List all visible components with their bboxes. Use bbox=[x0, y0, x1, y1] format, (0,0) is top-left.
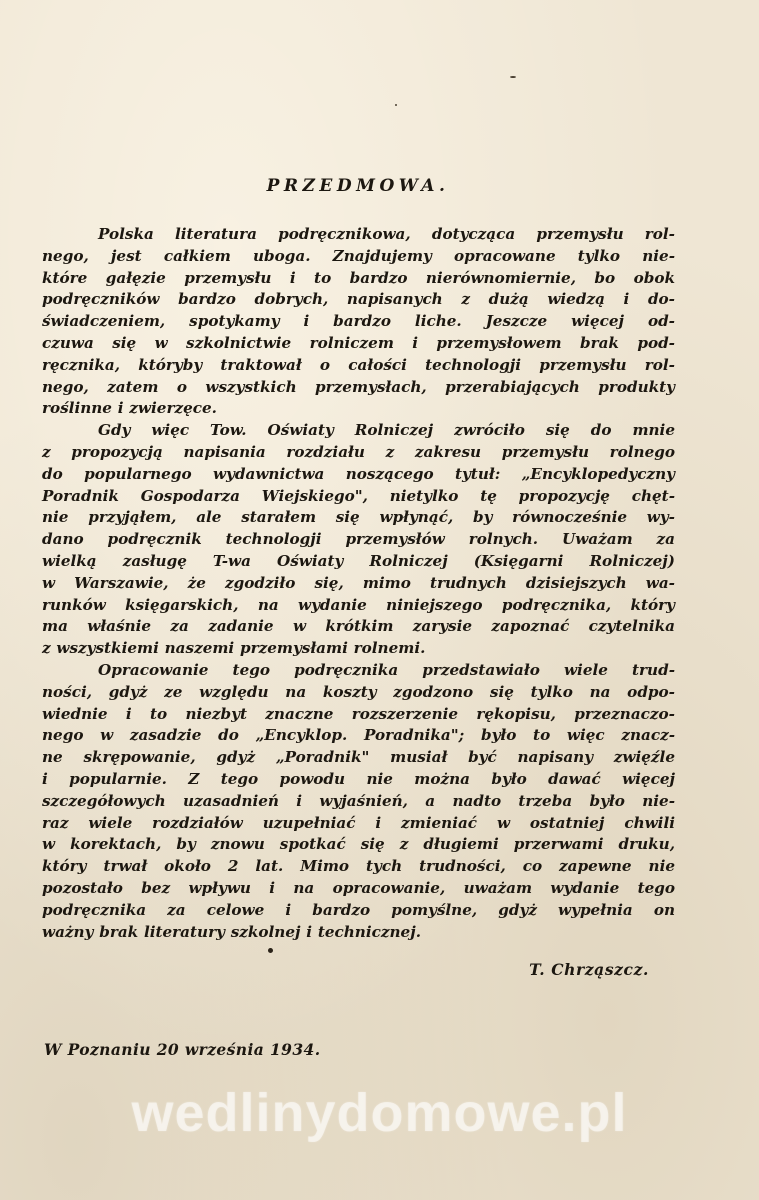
text-line: ności, gdyż ze względu na koszty zgodzono się tylko na odpo- bbox=[42, 682, 675, 701]
text-line: raz wiele rozdziałów uzupełniać i zmieniać w ostatniej chwili bbox=[42, 813, 675, 832]
text-line: nego w zasadzie do „Encyklop. Poradnika"; było to więc znacz- bbox=[42, 726, 675, 745]
text-line: z wszystkiemi naszemi przemysłami rolnemi. bbox=[42, 639, 426, 658]
text-line: ne skrępowanie, gdyż „Poradnik" musiał być napisany zwięźle bbox=[42, 748, 675, 767]
text-line: runków księgarskich, na wydanie niniejszego podręcznika, który bbox=[42, 595, 675, 614]
text-line: pozostało bez wpływu i na opracowanie, uważam wydanie tego bbox=[42, 878, 675, 897]
ink-speck bbox=[395, 104, 397, 106]
text-line: nego, jest całkiem uboga. Znajdujemy opracowane tylko nie- bbox=[42, 246, 675, 265]
paragraph-3 bbox=[42, 660, 675, 943]
text-line: podręcznika za celowe i bardzo pomyślne, gdyż wypełnia on bbox=[42, 900, 675, 919]
text-line: roślinne i zwierzęce. bbox=[42, 399, 217, 418]
site-watermark: wedlinydomowe.pl bbox=[131, 1083, 628, 1143]
text-line: w korektach, by znowu spotkać się z długiemi przerwami druku, bbox=[42, 835, 675, 854]
preface-text bbox=[42, 224, 675, 943]
text-line: Poradnik Gospodarza Wiejskiego", nietylko tę propozycję chęt- bbox=[42, 486, 675, 505]
text-line: Gdy więc Tow. Oświaty Rolniczej zwróciło się do mnie bbox=[98, 421, 675, 440]
text-line: ważny brak literatury szkolnej i technicznej. bbox=[42, 922, 421, 941]
paragraph-1 bbox=[42, 224, 675, 420]
text-line: ma właśnie za zadanie w krótkim zarysie zapoznać czytelnika bbox=[42, 617, 675, 636]
text-line: do popularnego wydawnictwa noszącego tytuł: „Encyklopedyczny bbox=[42, 464, 675, 483]
text-line: w Warszawie, że zgodziło się, mimo trudnych dzisiejszych wa- bbox=[42, 573, 675, 592]
text-line: dano podręcznik technologji przemysłów rolnych. Uważam za bbox=[42, 530, 675, 549]
text-line: czuwa się w szkolnictwie rolniczem i przemysłowem brak pod- bbox=[42, 333, 675, 352]
ink-speck bbox=[510, 76, 516, 78]
text-line: który trwał około 2 lat. Mimo tych trudności, co zapewne nie bbox=[42, 857, 675, 876]
paragraph-2 bbox=[42, 420, 675, 660]
text-line: Polska literatura podręcznikowa, dotycząca przemysłu rol- bbox=[98, 225, 675, 243]
place-date-line: W Poznaniu 20 września 1934. bbox=[44, 1040, 321, 1059]
text-line: wiednie i to niezbyt znaczne rozszerzenie rękopisu, przeznaczo- bbox=[42, 704, 675, 723]
text-line: nie przyjąłem, ale starałem się wpłynąć, by równocześnie wy- bbox=[42, 508, 675, 527]
text-line: wielką zasługę T-wa Oświaty Rolniczej (Księgarni Rolniczej) bbox=[42, 551, 675, 570]
ink-dot bbox=[268, 948, 273, 953]
text-line: nego, zatem o wszystkich przemysłach, przerabiających produkty bbox=[42, 377, 675, 396]
text-line: szczegółowych uzasadnień i wyjaśnień, a nadto trzeba było nie- bbox=[42, 791, 675, 810]
text-line: i popularnie. Z tego powodu nie można było dawać więcej bbox=[42, 769, 675, 788]
text-line: świadczeniem, spotykamy i bardzo liche. Jeszcze więcej od- bbox=[42, 312, 675, 331]
author-signature: T. Chrząszcz. bbox=[529, 960, 649, 979]
text-line: z propozycją napisania rozdziału z zakresu przemysłu rolnego bbox=[42, 442, 675, 461]
text-line: ręcznika, któryby traktował o całości technologji przemysłu rol- bbox=[42, 355, 675, 374]
text-line: Opracowanie tego podręcznika przedstawiało wiele trud- bbox=[98, 660, 675, 679]
page-title: PRZEDMOWA. bbox=[266, 176, 450, 196]
text-line: podręczników bardzo dobrych, napisanych z dużą wiedzą i do- bbox=[42, 290, 675, 309]
text-line: które gałęzie przemysłu i to bardzo nierównomiernie, bo obok bbox=[42, 268, 675, 287]
